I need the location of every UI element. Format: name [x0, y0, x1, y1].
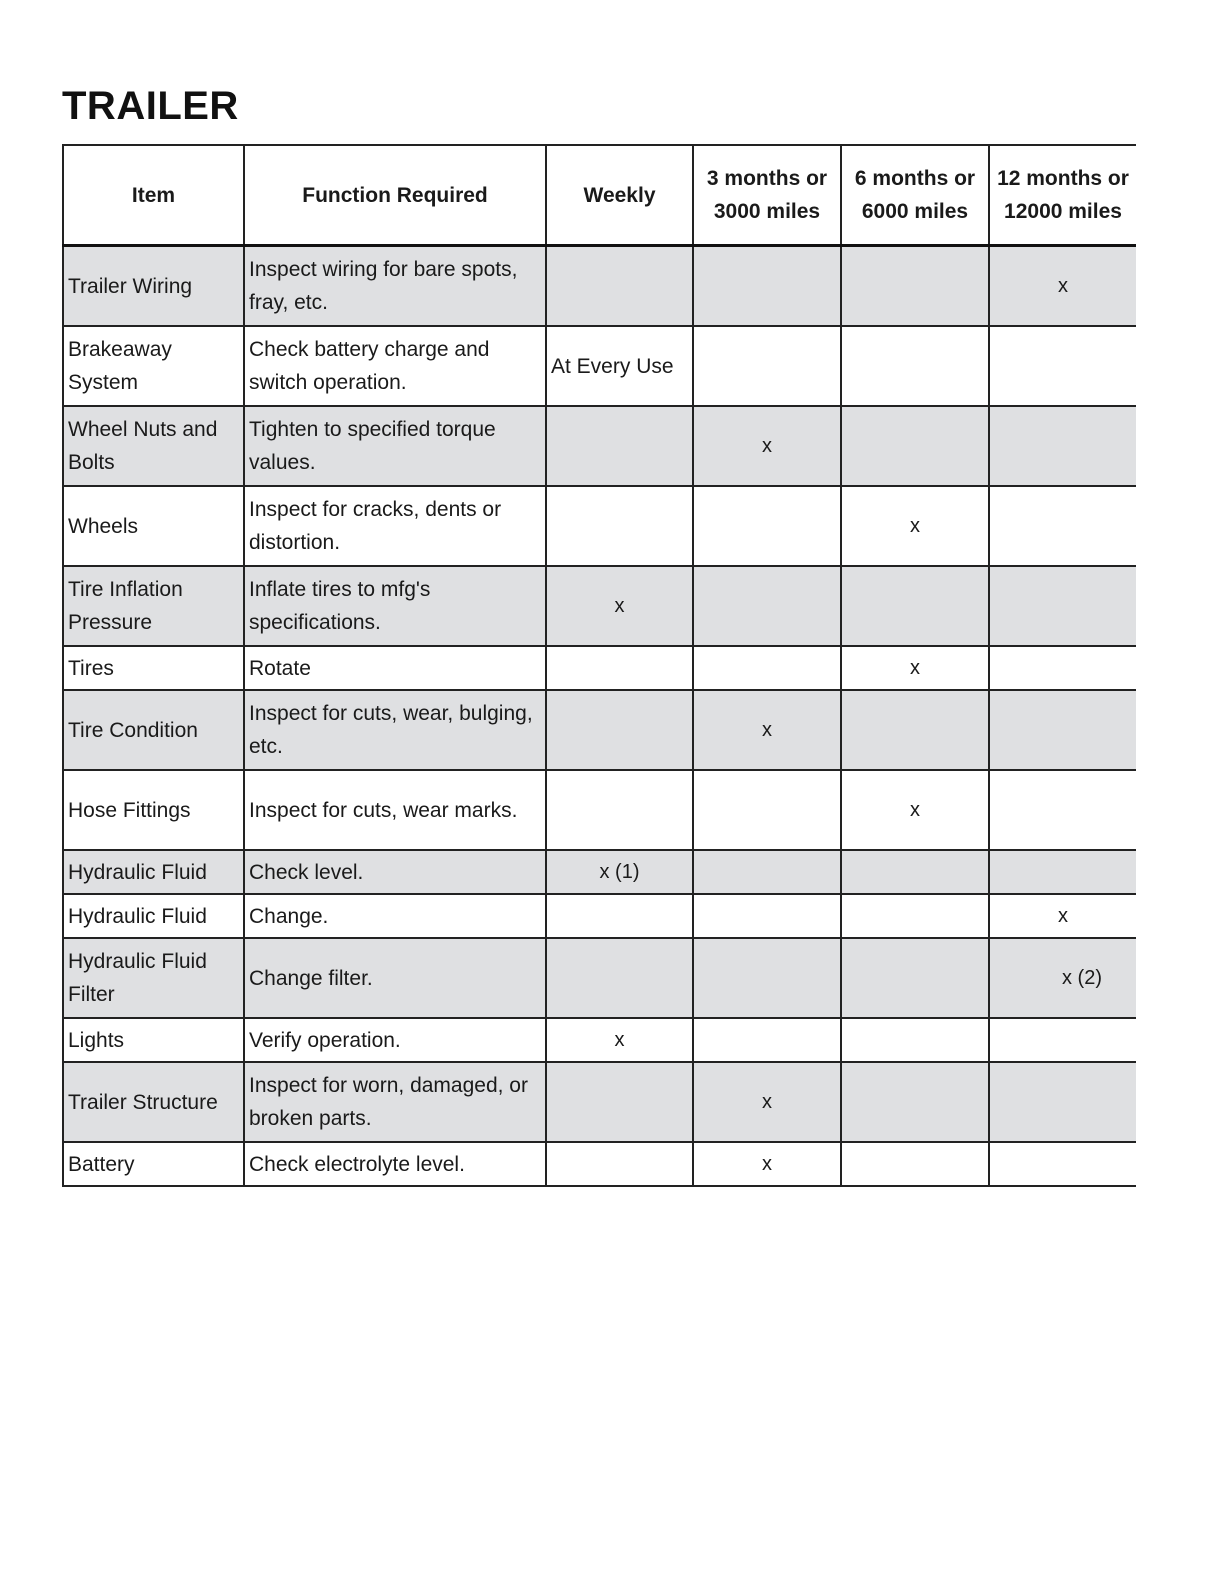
table-row-trailer-wiring: [63, 246, 1136, 327]
cell-weekly: At Every Use: [546, 326, 693, 406]
cell-item: Wheel Nuts and Bolts: [63, 406, 244, 486]
cell-3-months: [693, 938, 841, 1018]
cell-3-months: [693, 770, 841, 850]
cell-6-months: [841, 894, 989, 938]
cell-item: Trailer Structure: [63, 1062, 244, 1142]
cell-weekly: [546, 246, 693, 327]
cell-weekly: [546, 406, 693, 486]
cell-12-months: [989, 326, 1136, 406]
cell-3-months: [693, 246, 841, 327]
cell-6-months: [841, 246, 989, 327]
cell-function: Inflate tires to mfg's specifications.: [244, 566, 546, 646]
cell-6-months: [841, 406, 989, 486]
table-row-hydraulic-fluid-change: [63, 894, 1136, 938]
cell-3-months: x: [693, 1142, 841, 1186]
cell-3-months: [693, 566, 841, 646]
cell-item: Hydraulic Fluid: [63, 894, 244, 938]
header-3-months: 3 months or 3000 miles: [693, 145, 841, 246]
cell-12-months: [989, 850, 1136, 894]
table-row-wheel-nuts-and-bolts: [63, 406, 1136, 486]
cell-function: Inspect for worn, damaged, or broken parts.: [244, 1062, 546, 1142]
table-row-battery: [63, 1142, 1136, 1186]
cell-12-months: x: [989, 246, 1136, 327]
cell-6-months: x: [841, 770, 989, 850]
cell-12-months: [989, 1062, 1136, 1142]
cell-weekly: x: [546, 566, 693, 646]
cell-3-months: x: [693, 690, 841, 770]
cell-6-months: x: [841, 646, 989, 690]
cell-weekly: [546, 690, 693, 770]
cell-function: Inspect wiring for bare spots, fray, etc.: [244, 246, 546, 327]
table-row-wheels: [63, 486, 1136, 566]
cell-function: Check level.: [244, 850, 546, 894]
table-row-hose-fittings: [63, 770, 1136, 850]
cell-6-months: [841, 1018, 989, 1062]
cell-function: Rotate: [244, 646, 546, 690]
table-row-trailer-structure: [63, 1062, 1136, 1142]
header-item: Item: [63, 145, 244, 246]
cell-item: Lights: [63, 1018, 244, 1062]
cell-weekly: x: [546, 1018, 693, 1062]
cell-6-months: [841, 1062, 989, 1142]
cell-6-months: [841, 566, 989, 646]
cell-weekly: [546, 1062, 693, 1142]
cell-3-months: [693, 326, 841, 406]
cell-12-months: [989, 770, 1136, 850]
table-row-tire-condition: [63, 690, 1136, 770]
cell-12-months: [989, 566, 1136, 646]
table-row-tire-inflation-pressure: [63, 566, 1136, 646]
cell-12-months: x: [989, 894, 1136, 938]
table-row-hydraulic-fluid-filter: [63, 938, 1136, 1018]
cell-3-months: [693, 646, 841, 690]
cell-6-months: [841, 690, 989, 770]
header-weekly: Weekly: [546, 145, 693, 246]
cell-12-months: [989, 646, 1136, 690]
cell-function: Check battery charge and switch operation.: [244, 326, 546, 406]
cell-function: Tighten to specified torque values.: [244, 406, 546, 486]
cell-weekly: [546, 646, 693, 690]
cell-6-months: [841, 938, 989, 1018]
cell-function: Change.: [244, 894, 546, 938]
cell-6-months: [841, 850, 989, 894]
cell-function: Inspect for cuts, wear marks.: [244, 770, 546, 850]
cell-function: Inspect for cracks, dents or distortion.: [244, 486, 546, 566]
cell-item: Brakeaway System: [63, 326, 244, 406]
cell-weekly: [546, 894, 693, 938]
cell-12-months: [989, 690, 1136, 770]
cell-item: Hydraulic Fluid: [63, 850, 244, 894]
cell-6-months: [841, 1142, 989, 1186]
cell-function: Change filter.: [244, 938, 546, 1018]
table-row-lights: [63, 1018, 1136, 1062]
cell-function: Inspect for cuts, wear, bulging, etc.: [244, 690, 546, 770]
cell-weekly: x (1): [546, 850, 693, 894]
cell-function: Verify operation.: [244, 1018, 546, 1062]
cell-3-months: x: [693, 406, 841, 486]
page-title: TRAILER: [62, 84, 239, 128]
cell-item: Hose Fittings: [63, 770, 244, 850]
cell-3-months: [693, 1018, 841, 1062]
cell-3-months: [693, 894, 841, 938]
cell-weekly: [546, 770, 693, 850]
cell-12-months: [989, 1142, 1136, 1186]
header-function-required: Function Required: [244, 145, 546, 246]
cell-3-months: [693, 486, 841, 566]
cell-item: Wheels: [63, 486, 244, 566]
cell-12-months: [989, 406, 1136, 486]
cell-item: Battery: [63, 1142, 244, 1186]
cell-item: Trailer Wiring: [63, 246, 244, 327]
table-row-hydraulic-fluid-check: [63, 850, 1136, 894]
cell-item: Tire Condition: [63, 690, 244, 770]
cell-3-months: [693, 850, 841, 894]
cell-3-months: x: [693, 1062, 841, 1142]
cell-6-months: [841, 326, 989, 406]
cell-weekly: [546, 486, 693, 566]
cell-weekly: [546, 1142, 693, 1186]
cell-12-months: [989, 486, 1136, 566]
cell-item: Hydraulic Fluid Filter: [63, 938, 244, 1018]
table-header-row: [63, 145, 1136, 246]
header-6-months: 6 months or 6000 miles: [841, 145, 989, 246]
cell-12-months: x (2): [989, 938, 1136, 1018]
maintenance-schedule-table: [62, 144, 1136, 1187]
cell-6-months: x: [841, 486, 989, 566]
cell-weekly: [546, 938, 693, 1018]
header-12-months: 12 months or 12000 miles: [989, 145, 1136, 246]
table-row-brakeaway-system: [63, 326, 1136, 406]
cell-item: Tire Inflation Pressure: [63, 566, 244, 646]
cell-item: Tires: [63, 646, 244, 690]
cell-12-months: [989, 1018, 1136, 1062]
cell-function: Check electrolyte level.: [244, 1142, 546, 1186]
table-row-tires: [63, 646, 1136, 690]
